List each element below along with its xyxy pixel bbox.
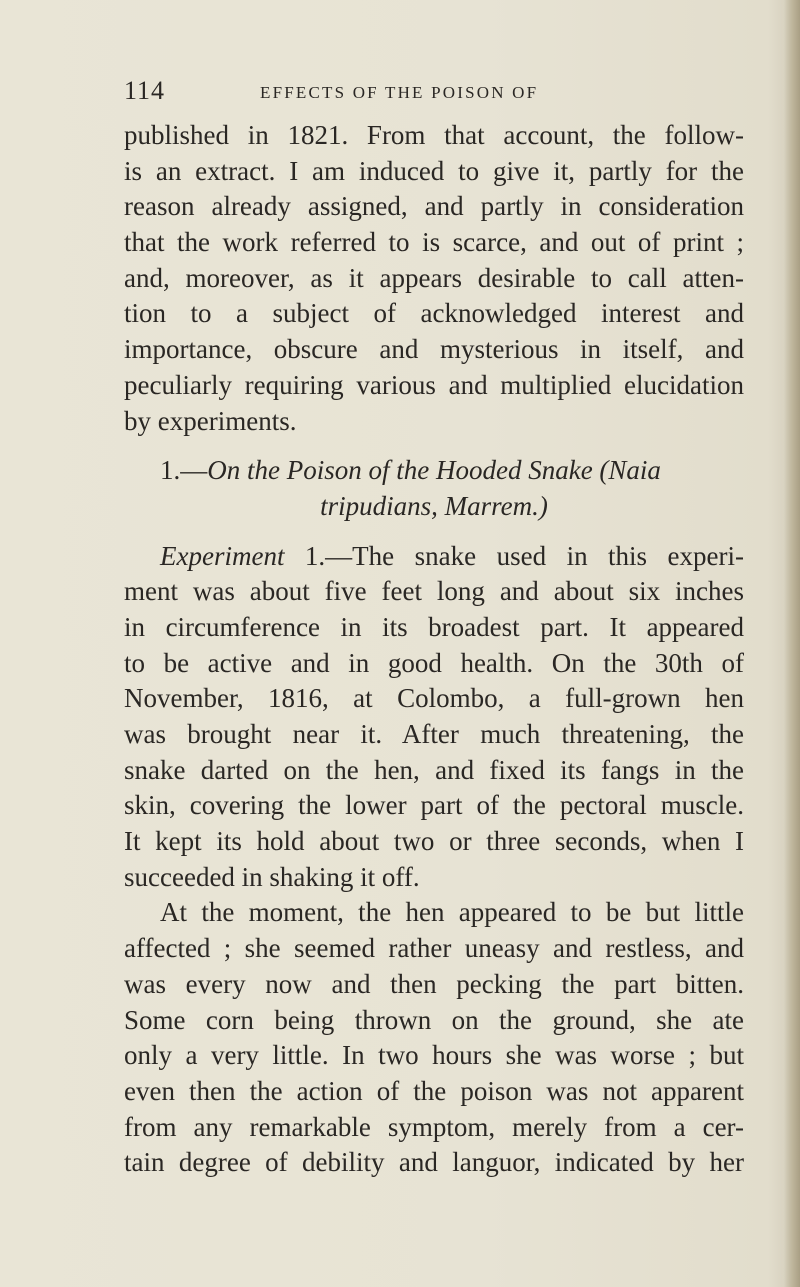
page-number: 114 (124, 76, 166, 105)
paragraph-3 (124, 895, 744, 1181)
text-line: was brought near it. After much threatening, the (124, 719, 744, 749)
paragraph-1 (124, 118, 744, 439)
experiment-label: Experiment (160, 540, 285, 571)
experiment-intro: 1.—The snake used in this experi- (284, 540, 744, 571)
text-line: by experiments. (124, 405, 297, 436)
section-title-line-2 (124, 489, 744, 525)
text-line: peculiarly requiring various and multiplied elucidation (124, 369, 744, 400)
text-line: affected ; she seemed rather uneasy and restless, and (124, 933, 744, 964)
text-line: to be active and in good health. On the 30th of (124, 647, 744, 678)
section-heading (124, 453, 744, 524)
text-line: from any remarkable symptom, merely from a cer- (124, 1111, 744, 1142)
text-line: that the work referred to is scarce, and out of print ; (124, 227, 744, 258)
text-line: ment was about five feet long and about six inches (124, 576, 744, 607)
text-line: succeeded in shaking it off. (124, 861, 420, 892)
section-title-part-2: tripudians, Marrem.) (320, 490, 548, 521)
page-header (124, 76, 744, 110)
text-line: skin, covering the lower part of the pectoral muscle. (124, 790, 744, 821)
text-line: and, moreover, as it appears desirable to call atten- (124, 262, 744, 293)
paragraph-experiment (124, 539, 744, 896)
text-line (124, 539, 744, 575)
text-line: reason already assigned, and partly in consideration (124, 191, 744, 222)
text-line: even then the action of the poison was not apparent (124, 1075, 744, 1106)
page-edge-shadow (784, 0, 800, 1287)
running-head: EFFECTS OF THE POISON OF (260, 83, 539, 102)
body-text (124, 118, 744, 1181)
section-title-part-1: On the Poison of the Hooded Snake (Naia (207, 455, 661, 486)
text-line: Some corn being thrown on the ground, she ate (124, 1004, 744, 1035)
text-line: was every now and then pecking the part bitten. (124, 968, 744, 999)
text-line: tain degree of debility and languor, indicated by her (124, 1147, 744, 1178)
text-line: only a very little. In two hours she was worse ; but (124, 1040, 744, 1071)
text-line: in circumference in its broadest part. It appeared (124, 611, 744, 642)
text-line: published in 1821. From that account, the follow- (124, 120, 744, 150)
section-number: 1.— (160, 455, 208, 486)
text-line: snake darted on the hen, and fixed its fangs in the (124, 754, 744, 785)
text-line: It kept its hold about two or three seconds, when I (124, 826, 744, 857)
text-line: November, 1816, at Colombo, a full-grown hen (124, 683, 744, 714)
text-line: tion to a subject of acknowledged interest and (124, 298, 744, 329)
text-line: At the moment, the hen appeared to be but little (160, 897, 744, 928)
section-title-line-1 (124, 453, 744, 489)
text-line: is an extract. I am induced to give it, partly for the (124, 155, 744, 186)
text-line: importance, obscure and mysterious in itself, and (124, 334, 744, 365)
